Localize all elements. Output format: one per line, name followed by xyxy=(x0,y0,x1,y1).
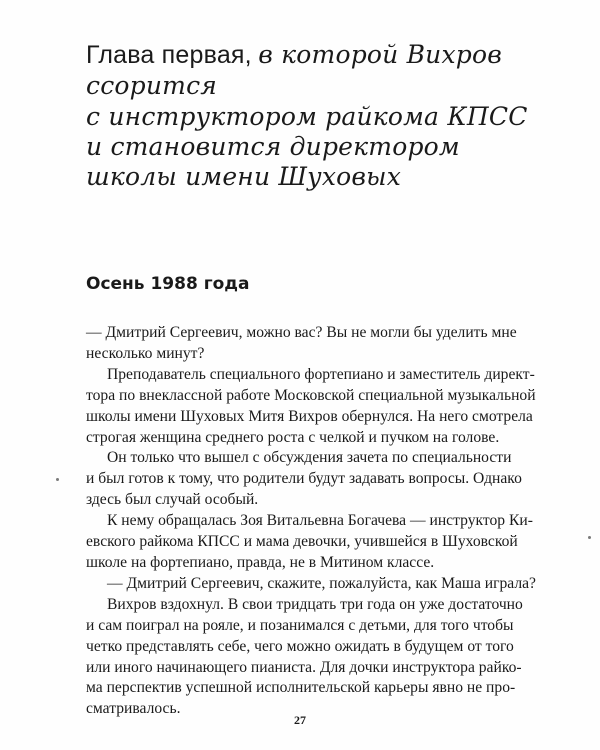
text-line: четко представлять себе, чего можно ожидать в будущем от того xyxy=(86,637,514,655)
chapter-label: Глава первая, xyxy=(86,41,252,69)
text-line: школе на фортепиано, правда, не в Митином классе. xyxy=(86,553,435,571)
text-line: и сам поиграл на рояле, и позанимался с детьми, для того чтобы xyxy=(86,616,514,634)
text-line: и был готов к тому, что родители будут задавать вопросы. Однако xyxy=(86,470,522,488)
text-line: Он только что вышел с обсуждения зачета по специальности xyxy=(107,449,512,467)
text-line: здесь был случай особый. xyxy=(86,491,259,509)
page-number: 27 xyxy=(294,713,306,727)
text-line: евского райкома КПСС и мама девочки, учившейся в Шуховской xyxy=(86,533,518,551)
text-line: или иного начинающего пианиста. Для дочки инструктора райко- xyxy=(86,658,522,676)
chapter-title-line-1 xyxy=(86,40,546,102)
chapter-subtitle-part: в которой Вихров ссорится xyxy=(86,40,502,100)
chapter-title-line-2: с инструктором райкома КПСС xyxy=(86,102,528,131)
body-text xyxy=(86,323,536,720)
scan-speck xyxy=(56,478,59,481)
text-line: ма перспектив успешной исполнительской карьеры явно не про- xyxy=(86,679,516,697)
text-line: К нему обращалась Зоя Витальевна Богачева — инструктор Ки- xyxy=(107,512,533,530)
text-line: — Дмитрий Сергеевич, скажите, пожалуйста, как Маша играла? xyxy=(107,574,536,592)
text-line: Вихров вздохнул. В свои тридцать три года он уже достаточно xyxy=(107,595,523,613)
scan-speck xyxy=(588,536,591,539)
chapter-title-line-3: и становится директором xyxy=(86,132,460,161)
text-line: несколько минут? xyxy=(86,344,205,362)
text-line: тора по внеклассной работе Московской специальной музыкальной xyxy=(86,386,536,404)
section-heading: Осень 1988 года xyxy=(86,274,250,294)
chapter-title-line-4: школы имени Шуховых xyxy=(86,162,402,191)
text-line: сматривалось. xyxy=(86,700,181,718)
chapter-title xyxy=(86,40,546,192)
text-line: школы имени Шуховых Митя Вихров обернулся. На него смотрела xyxy=(86,407,533,425)
text-line: — Дмитрий Сергеевич, можно вас? Вы не могли бы уделить мне xyxy=(86,324,517,341)
text-line: строгая женщина среднего роста с челкой и пучком на голове. xyxy=(86,428,500,446)
text-line: Преподаватель специального фортепиано и заместитель директ- xyxy=(107,365,535,383)
